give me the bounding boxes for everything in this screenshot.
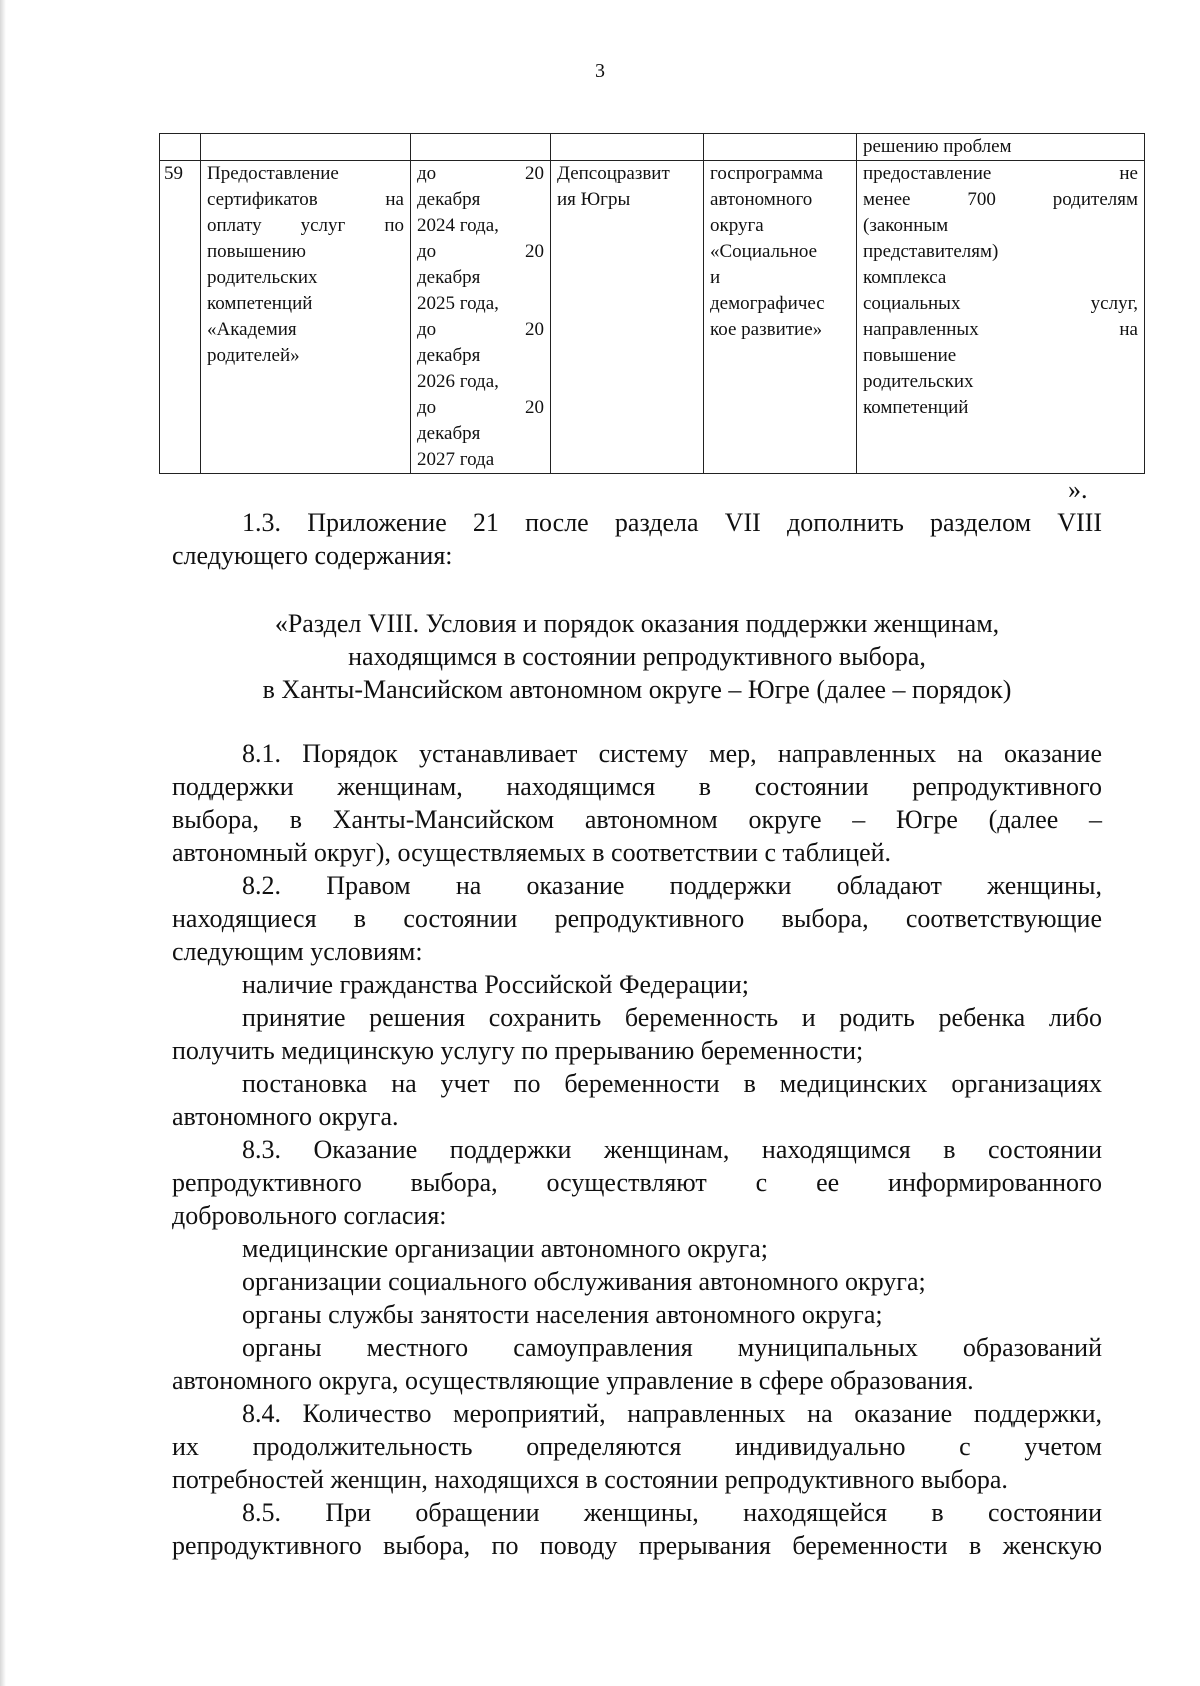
table-cell-line: кое развитие» xyxy=(710,319,823,340)
text-line: автономного округа, осуществляющие управление в сфере образования. xyxy=(172,1366,974,1395)
page-number: 3 xyxy=(595,60,605,82)
table-cell-line: повышение xyxy=(863,345,957,366)
table-cell-number: 59 xyxy=(160,161,201,474)
text-line: получить медицинскую услугу по прерыванию беременности; xyxy=(172,1036,864,1065)
table-cell-line: менее 700 родителям xyxy=(863,189,1138,210)
text-line: 1.3. Приложение 21 после раздела VII дополнить разделом VIII xyxy=(242,508,1102,537)
table-cell-line: 2025 года, xyxy=(417,293,499,314)
table-cell-executor xyxy=(551,161,704,474)
table-cell-line: представителям) xyxy=(863,241,999,262)
text-line: 8.2. Правом на оказание поддержки обладают женщины, xyxy=(242,871,1102,900)
organization-social xyxy=(172,1265,1102,1298)
condition-registration xyxy=(172,1067,1102,1133)
section-title-line: «Раздел VIII. Условия и порядок оказания поддержки женщинам, xyxy=(274,609,1000,638)
table-cell-line: до 20 xyxy=(417,241,544,262)
scan-edge xyxy=(0,0,6,1686)
table-cell-line: до 20 xyxy=(417,163,544,184)
table-row-previous-tail xyxy=(160,134,1145,161)
text-line: постановка на учет по беременности в медицинских организациях xyxy=(242,1069,1102,1098)
table-cell-line: и xyxy=(710,267,721,288)
table-cell-line: декабря xyxy=(417,345,481,366)
text-line: 8.3. Оказание поддержки женщинам, находящимся в состоянии xyxy=(242,1135,1102,1164)
table-cell-line: социальных услуг, xyxy=(863,293,1138,314)
text-line: органы местного самоуправления муниципальных образований xyxy=(242,1333,1102,1362)
table-cell-line: 2027 года xyxy=(417,449,495,470)
paragraph-8-5 xyxy=(172,1496,1102,1562)
text-line: принятие решения сохранить беременность и родить ребенка либо xyxy=(242,1003,1102,1032)
table-cell-line: родительских xyxy=(863,371,974,392)
table-cell-line: декабря xyxy=(417,267,481,288)
text-line: 8.4. Количество мероприятий, направленных на оказание поддержки, xyxy=(242,1399,1102,1428)
table-cell-line: компетенций xyxy=(207,293,313,314)
section-title-line: в Ханты-Мансийском автономном округе – Югре (далее – порядок) xyxy=(262,675,1012,704)
text-line: автономный округ), осуществляемых в соответствии с таблицей. xyxy=(172,838,892,867)
table-cell-line: оплату услуг по xyxy=(207,215,404,236)
table-row-59 xyxy=(160,161,1145,474)
section-title-line: находящимся в состоянии репродуктивного выбора, xyxy=(348,642,926,671)
organization-local-government xyxy=(172,1331,1102,1397)
table-cell-line: демографичес xyxy=(710,293,825,314)
text-line: следующим условиям: xyxy=(172,937,423,966)
table-cell xyxy=(551,134,704,161)
paragraph-8-2 xyxy=(172,869,1102,968)
table-cell-line: 2024 года, xyxy=(417,215,499,236)
table-cell-line: повышению xyxy=(207,241,306,262)
text-line: 8.5. При обращении женщины, находящейся в состоянии xyxy=(242,1498,1102,1527)
table-cell-funding-source xyxy=(704,161,857,474)
text-line: репродуктивного выбора, по поводу прерывания беременности в женскую xyxy=(172,1531,1102,1560)
table-cell-line: предоставление не xyxy=(863,163,1138,184)
table-cell-line: ия Югры xyxy=(557,189,631,210)
table-cell-line: компетенций xyxy=(863,397,969,418)
section-title xyxy=(172,607,1102,706)
paragraph-8-3 xyxy=(172,1133,1102,1232)
table-cell-line: декабря xyxy=(417,189,481,210)
text-line: 8.1. Порядок устанавливает систему мер, направленных на оказание xyxy=(242,739,1102,768)
table-cell-line: Депсоцразвит xyxy=(557,163,670,184)
text-line: находящиеся в состоянии репродуктивного выбора, соответствующие xyxy=(172,904,1102,933)
table-cell-line: сертификатов на xyxy=(207,189,404,210)
table-cell-line: «Социальное xyxy=(710,241,818,262)
text-line: наличие гражданства Российской Федерации; xyxy=(242,970,749,999)
table-cell-result-tail: решению проблем xyxy=(857,134,1145,161)
table-cell-line: до 20 xyxy=(417,397,544,418)
table-cell-line: (законным xyxy=(863,215,949,236)
text-line: органы службы занятости населения автономного округа; xyxy=(242,1300,883,1329)
measures-table xyxy=(159,133,1145,474)
table-cell-line: направленных на xyxy=(863,319,1138,340)
table-cell xyxy=(160,134,201,161)
table-cell xyxy=(704,134,857,161)
table-cell-line: Предоставление xyxy=(207,163,339,184)
text-line: автономного округа. xyxy=(172,1102,399,1131)
table-cell xyxy=(411,134,551,161)
paragraph-8-1 xyxy=(172,737,1102,869)
organization-employment xyxy=(172,1298,1102,1331)
table-cell-line: автономного xyxy=(710,189,813,210)
paragraph-8-4 xyxy=(172,1397,1102,1496)
table-cell-line: до 20 xyxy=(417,319,544,340)
paragraph-1-3 xyxy=(172,506,1102,572)
condition-decision xyxy=(172,1001,1102,1067)
condition-citizenship xyxy=(172,968,1102,1001)
text-line: добровольного согласия: xyxy=(172,1201,447,1230)
text-line: репродуктивного выбора, осуществляют с ее информированного xyxy=(172,1168,1102,1197)
organization-medical xyxy=(172,1232,1102,1265)
text-line: следующего содержания: xyxy=(172,541,453,570)
closing-quote: ». xyxy=(1068,475,1088,504)
table-cell-line: «Академия xyxy=(207,319,297,340)
text-line: организации социального обслуживания автономного округа; xyxy=(242,1267,926,1296)
text-line: выбора, в Ханты-Мансийском автономном округе – Югре (далее – xyxy=(172,805,1102,834)
table-cell xyxy=(201,134,411,161)
table-cell-event xyxy=(201,161,411,474)
table-cell-deadline xyxy=(411,161,551,474)
table-cell-result xyxy=(857,161,1145,474)
table-cell-line: родителей» xyxy=(207,345,300,366)
text-line: их продолжительность определяются индивидуально с учетом xyxy=(172,1432,1102,1461)
text-line: потребностей женщин, находящихся в состоянии репродуктивного выбора. xyxy=(172,1465,1008,1494)
table-cell-line: комплекса xyxy=(863,267,947,288)
table-cell-line: госпрограмма xyxy=(710,163,823,184)
table-cell-line: декабря xyxy=(417,423,481,444)
table-cell-line: родительских xyxy=(207,267,318,288)
table-cell-line: 2026 года, xyxy=(417,371,499,392)
table-cell-line: округа xyxy=(710,215,764,236)
paragraphs-block xyxy=(172,737,1102,1562)
text-line: поддержки женщинам, находящимся в состоянии репродуктивного xyxy=(172,772,1102,801)
text-line: медицинские организации автономного округа; xyxy=(242,1234,768,1263)
